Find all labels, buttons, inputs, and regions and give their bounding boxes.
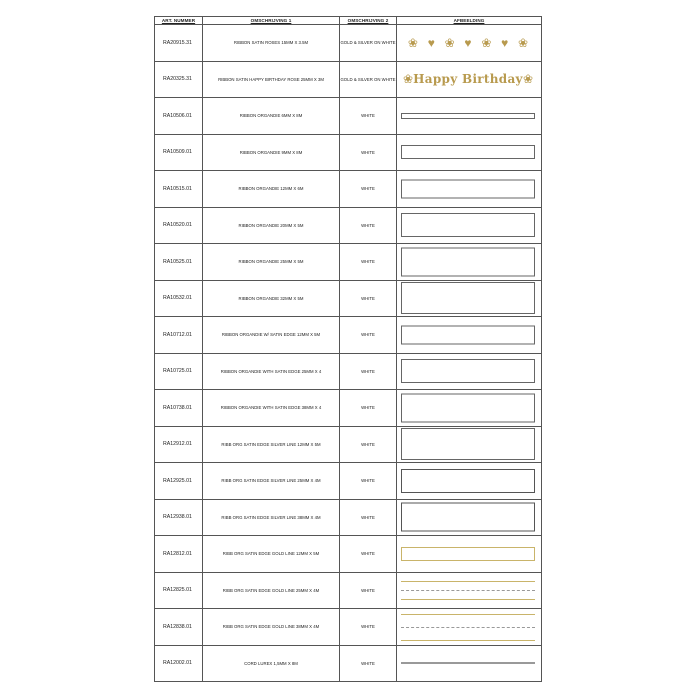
art-number: RA10515.01 <box>155 171 203 208</box>
rose-icon: ❀ <box>518 35 529 50</box>
ribbon-line <box>401 627 535 628</box>
product-image <box>397 645 542 682</box>
description-1: RIBB ORG SATIN EDGE SILVER LINE 25MM X 4M <box>203 463 340 500</box>
product-sheet <box>154 16 541 687</box>
ribbon-sample-gold-line <box>401 614 535 640</box>
description-2: WHITE <box>340 499 397 536</box>
rose-icon: ♥ <box>464 35 472 50</box>
header-art-nummer: ART. NUMMER <box>155 17 203 25</box>
description-1: RIBBON SATIN HAPPY BIRTHDAY ROSE 25MM X 3M <box>203 61 340 98</box>
table-row <box>155 353 542 390</box>
rose-icon: ❀ <box>522 72 533 87</box>
product-image <box>397 353 542 390</box>
art-number: RA12812.01 <box>155 536 203 573</box>
product-image <box>397 426 542 463</box>
gold-line <box>401 614 535 615</box>
ribbon-sample <box>401 282 535 314</box>
description-1: RIBB ORG SATIN EDGE SILVER LINE 12MM X 5M <box>203 426 340 463</box>
description-1: RIBBON ORGANDIE W/ SATIN EDGE 12MM X 5M <box>203 317 340 354</box>
product-image <box>397 25 542 62</box>
art-number: RA12938.01 <box>155 499 203 536</box>
description-1: RIBBON SATIN ROSES 15MM X 3.5M <box>203 25 340 62</box>
description-1: RIBB ORG SATIN EDGE GOLD LINE 38MM X 4M <box>203 609 340 646</box>
description-2: WHITE <box>340 280 397 317</box>
table-row <box>155 207 542 244</box>
product-image <box>397 98 542 135</box>
description-1: RIBB ORG SATIN EDGE GOLD LINE 12MM X 5M <box>203 536 340 573</box>
header-omschrijving-2: OMSCHRIJVING 2 <box>340 17 397 25</box>
table-row <box>155 317 542 354</box>
ribbon-sample-silver-edge <box>401 503 535 532</box>
ribbon-sample <box>401 393 535 422</box>
description-2: WHITE <box>340 134 397 171</box>
product-image <box>397 207 542 244</box>
description-2: WHITE <box>340 317 397 354</box>
art-number: RA10738.01 <box>155 390 203 427</box>
description-1: RIBBON ORGANDIE 20MM X 5M <box>203 207 340 244</box>
art-number: RA12912.01 <box>155 426 203 463</box>
product-image <box>397 499 542 536</box>
ribbon-sample-gold-line <box>401 581 535 599</box>
product-image <box>397 61 542 98</box>
description-2: WHITE <box>340 463 397 500</box>
rose-icon: ❀ <box>403 72 414 87</box>
art-number: RA10525.01 <box>155 244 203 281</box>
art-number: RA12002.01 <box>155 645 203 682</box>
product-image <box>397 572 542 609</box>
ribbon-sample <box>401 113 535 119</box>
description-2: WHITE <box>340 645 397 682</box>
description-1: RIBBON ORGANDIE WITH SATIN EDGE 38MM X 4 <box>203 390 340 427</box>
ribbon-sample <box>401 213 535 237</box>
table-row <box>155 25 542 62</box>
rose-icon: ♥ <box>501 35 509 50</box>
ribbon-sample <box>401 145 535 159</box>
product-image <box>397 134 542 171</box>
product-image <box>397 171 542 208</box>
description-1: CORD LUREX 1,5MM X 8M <box>203 645 340 682</box>
table-row <box>155 244 542 281</box>
art-number: RA20325.31 <box>155 61 203 98</box>
art-number: RA12838.01 <box>155 609 203 646</box>
rose-icon: ❀ <box>407 35 418 50</box>
description-2: WHITE <box>340 353 397 390</box>
product-image <box>397 390 542 427</box>
table-row <box>155 645 542 682</box>
description-2: WHITE <box>340 98 397 135</box>
table-row <box>155 61 542 98</box>
table-row <box>155 463 542 500</box>
art-number: RA20915.31 <box>155 25 203 62</box>
table-row <box>155 280 542 317</box>
description-2: WHITE <box>340 207 397 244</box>
birthday-ribbon <box>403 67 533 93</box>
table-row <box>155 171 542 208</box>
art-number: RA10520.01 <box>155 207 203 244</box>
description-1: RIBBON ORGANDIE 12MM X 6M <box>203 171 340 208</box>
table-row <box>155 98 542 135</box>
table-header-row <box>155 17 542 25</box>
product-table <box>154 16 542 682</box>
cord-sample <box>401 662 535 664</box>
description-2: WHITE <box>340 609 397 646</box>
description-2: WHITE <box>340 572 397 609</box>
product-image <box>397 463 542 500</box>
rose-pattern-ribbon <box>403 31 533 55</box>
gold-line <box>401 599 535 600</box>
table-row <box>155 499 542 536</box>
art-number: RA10506.01 <box>155 98 203 135</box>
art-number: RA10509.01 <box>155 134 203 171</box>
art-number: RA10712.01 <box>155 317 203 354</box>
birthday-text: Happy Birthday <box>413 72 523 87</box>
rose-icon: ♥ <box>427 35 435 50</box>
table-row <box>155 390 542 427</box>
ribbon-sample <box>401 428 535 460</box>
rose-icon: ❀ <box>481 35 492 50</box>
description-1: RIBBON ORGANDIE 32MM X 5M <box>203 280 340 317</box>
table-row <box>155 572 542 609</box>
description-2: WHITE <box>340 390 397 427</box>
description-2: GOLD & SILVER ON WHITE <box>340 25 397 62</box>
gold-line <box>401 581 535 582</box>
ribbon-sample <box>401 359 535 383</box>
art-number: RA10725.01 <box>155 353 203 390</box>
table-row <box>155 609 542 646</box>
product-image <box>397 280 542 317</box>
description-1: RIBBON ORGANDIE 25MM X 5M <box>203 244 340 281</box>
description-2: WHITE <box>340 244 397 281</box>
product-image <box>397 317 542 354</box>
table-row <box>155 426 542 463</box>
product-image <box>397 536 542 573</box>
description-1: RIBBON ORGANDIE WITH SATIN EDGE 25MM X 4 <box>203 353 340 390</box>
header-omschrijving-1: OMSCHRIJVING 1 <box>203 17 340 25</box>
description-2: WHITE <box>340 536 397 573</box>
description-2: GOLD & SILVER ON WHITE <box>340 61 397 98</box>
product-image <box>397 609 542 646</box>
ribbon-sample <box>401 325 535 344</box>
ribbon-sample-silver-edge <box>401 469 535 493</box>
product-image <box>397 244 542 281</box>
rose-icon: ❀ <box>444 35 455 50</box>
description-1: RIBBON ORGANDIE 6MM X 8M <box>203 98 340 135</box>
description-2: WHITE <box>340 426 397 463</box>
header-afbeelding: AFBEELDING <box>397 17 542 25</box>
ribbon-sample <box>401 179 535 198</box>
ribbon-sample <box>401 247 535 276</box>
ribbon-line <box>401 590 535 591</box>
ribbon-sample-gold-edge <box>401 547 535 561</box>
description-1: RIBB ORG SATIN EDGE GOLD LINE 25MM X 4M <box>203 572 340 609</box>
gold-line <box>401 640 535 641</box>
description-2: WHITE <box>340 171 397 208</box>
description-1: RIBB ORG SATIN EDGE SILVER LINE 38MM X 4M <box>203 499 340 536</box>
art-number: RA12925.01 <box>155 463 203 500</box>
art-number: RA10532.01 <box>155 280 203 317</box>
table-row <box>155 536 542 573</box>
description-1: RIBBON ORGANDIE 9MM X 8M <box>203 134 340 171</box>
art-number: RA12825.01 <box>155 572 203 609</box>
table-row <box>155 134 542 171</box>
